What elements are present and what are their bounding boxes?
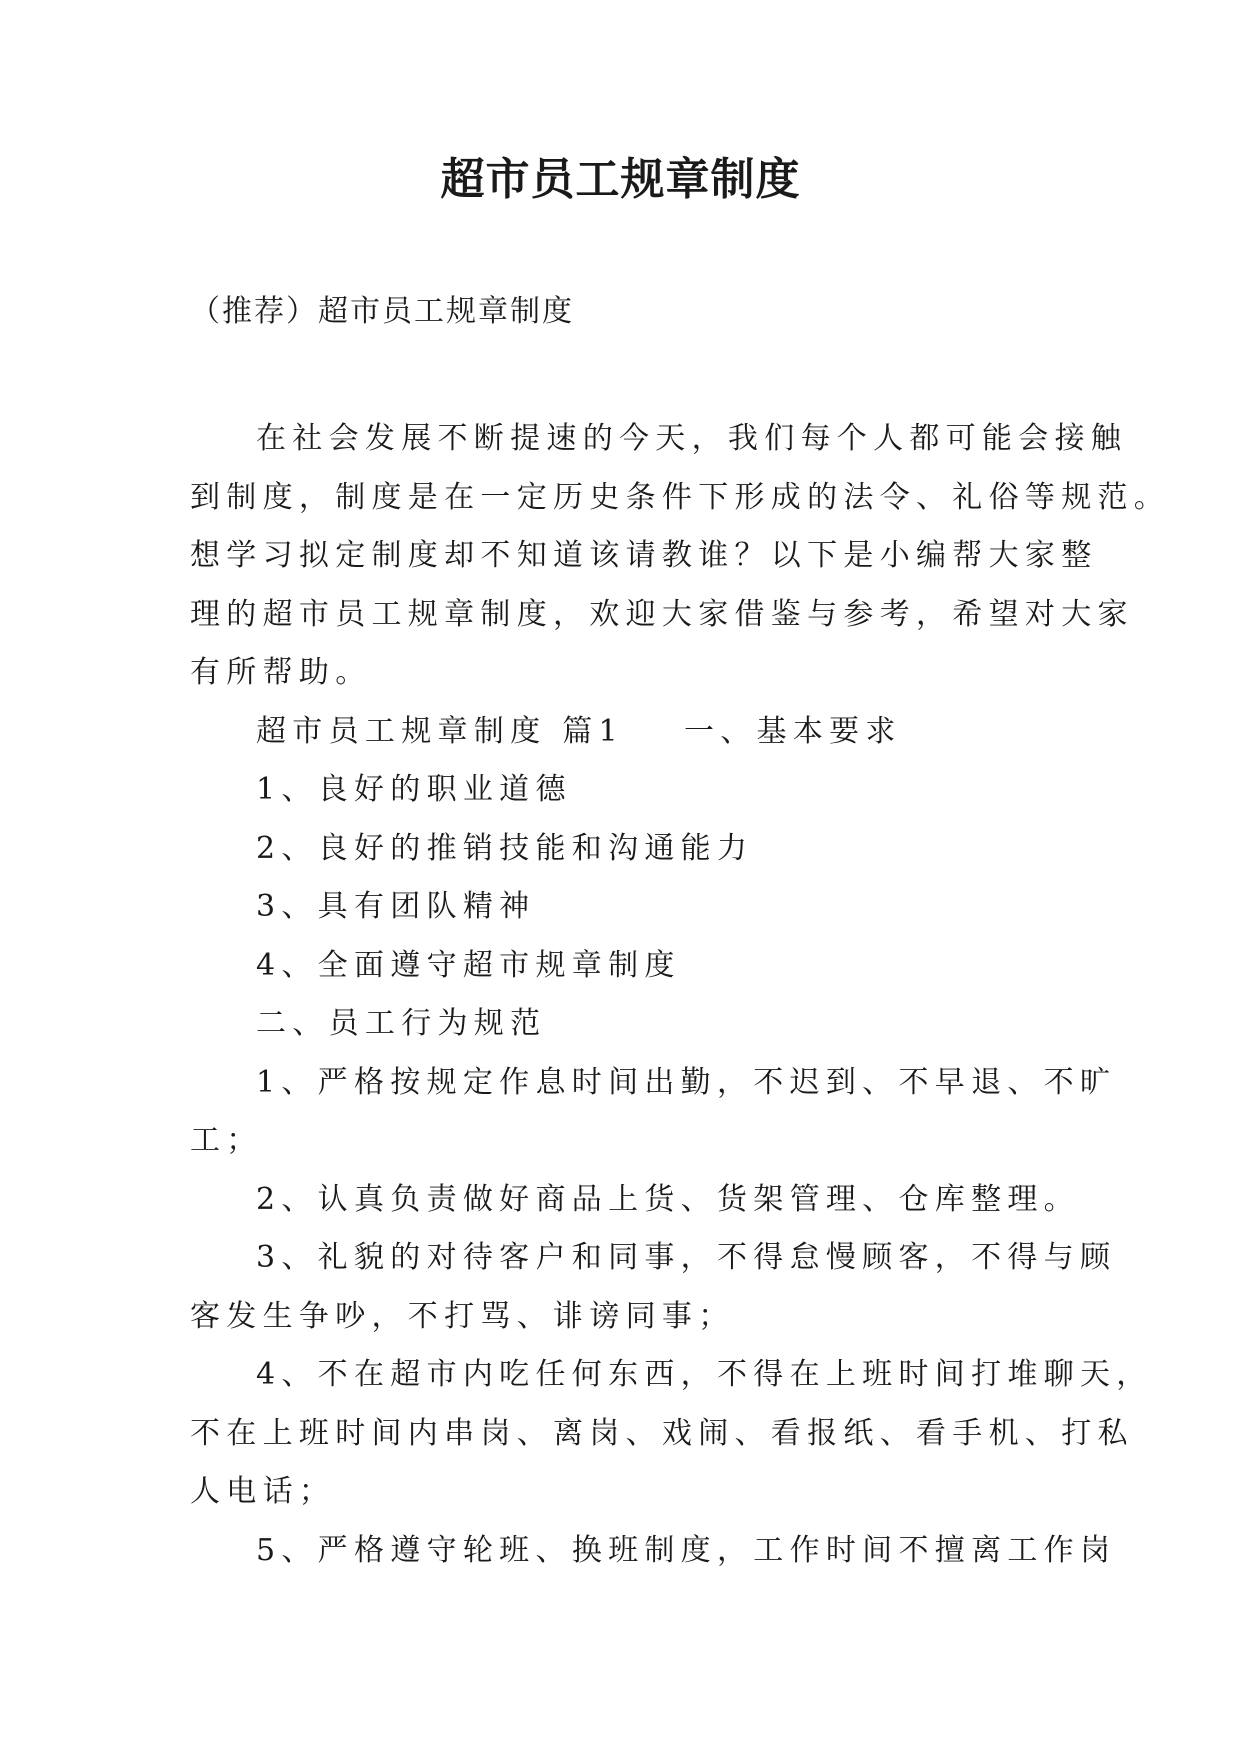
text-line-content: 有所帮助。	[190, 655, 372, 690]
text-line	[190, 1522, 1117, 1581]
text-line	[190, 703, 1070, 762]
text-line	[190, 761, 1070, 820]
text-line	[190, 586, 1134, 645]
text-line-content: 想学习拟定制度却不知道该请教谁？以下是小编帮大家整	[190, 538, 1098, 573]
text-line-content: 在社会发展不断提速的今天，我们每个人都可能会接触	[256, 421, 1128, 456]
text-line-content: 二、员工行为规范	[256, 1006, 547, 1041]
text-line-content: 1、良好的职业道德	[256, 772, 572, 807]
text-line-content: 工；	[190, 1123, 263, 1158]
text-line-content: 3、具有团队精神	[256, 889, 536, 924]
text-line-content: 不在上班时间内串岗、离岗、戏闹、看报纸、看手机、打私	[190, 1415, 1134, 1451]
text-line-content: 超市员工规章制度 篇1	[256, 713, 624, 749]
text-line	[190, 1054, 1117, 1113]
text-line	[190, 995, 1070, 1054]
text-line-content: 2、认真负责做好商品上货、货架管理、仓库整理。	[256, 1181, 1080, 1217]
text-line	[190, 644, 1070, 703]
section-heading: 一、基本要求	[683, 713, 902, 749]
document-title: 超市员工规章制度	[440, 154, 801, 205]
text-line-content: 5、严格遵守轮班、换班制度，工作时间不擅离工作岗	[256, 1532, 1117, 1568]
text-line-content: 人电话；	[190, 1474, 336, 1509]
text-line-content: 4、全面遵守超市规章制度	[256, 947, 681, 983]
text-line	[190, 878, 1070, 937]
text-line	[190, 1405, 1134, 1464]
document-body	[190, 410, 1171, 1580]
text-line	[190, 937, 1070, 996]
text-line-content: 到制度，制度是在一定历史条件下形成的法令、礼俗等规范。	[190, 479, 1171, 515]
text-line	[190, 469, 1171, 528]
text-line	[190, 820, 1070, 879]
text-line-content: 4、不在超市内吃任何东西，不得在上班时间打堆聊天，	[256, 1357, 1153, 1392]
text-line	[190, 1112, 1070, 1171]
text-line-content: 2、良好的推销技能和沟通能力	[256, 830, 754, 866]
text-line	[190, 1229, 1117, 1288]
text-line-content: 理的超市员工规章制度，欢迎大家借鉴与参考，希望对大家	[190, 596, 1134, 632]
text-line-content: 1、严格按规定作息时间出勤，不迟到、不早退、不旷	[256, 1064, 1117, 1100]
text-line	[190, 410, 1128, 469]
text-line-content: 客发生争吵，不打骂、诽谤同事；	[190, 1298, 735, 1334]
text-line	[190, 1463, 1070, 1522]
text-line-content: 3、礼貌的对待客户和同事，不得怠慢顾客，不得与顾	[256, 1240, 1117, 1275]
text-line	[190, 1288, 1070, 1347]
text-line	[190, 1346, 1153, 1405]
document-subtitle: （推荐）超市员工规章制度	[190, 294, 574, 329]
text-line	[190, 1171, 1080, 1230]
text-line	[190, 527, 1098, 586]
